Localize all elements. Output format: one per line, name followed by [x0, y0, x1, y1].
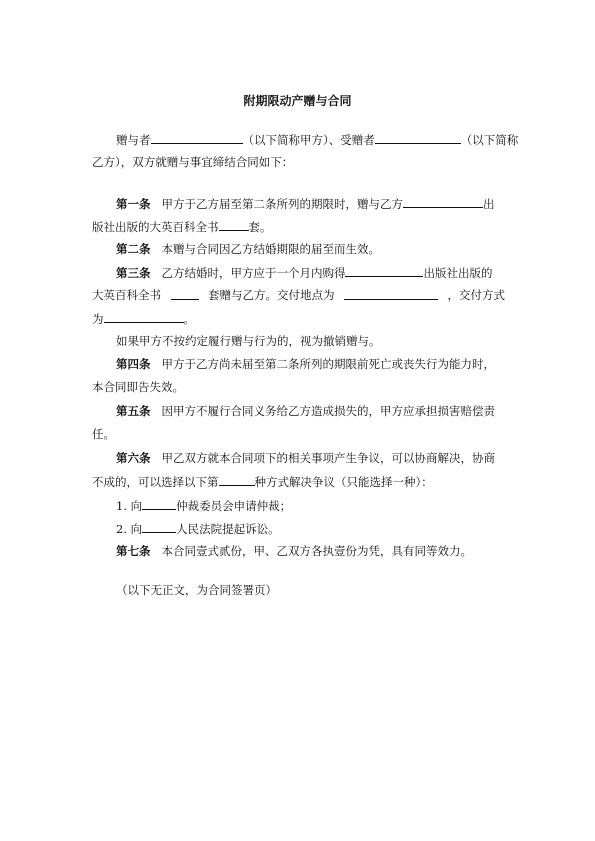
option-1-text: 仲裁委员会申请仲裁； — [176, 499, 292, 513]
donor-label: 赠与者 — [116, 133, 151, 147]
article-3-label: 第三条 — [116, 266, 151, 280]
article-4-label: 第四条 — [116, 357, 151, 371]
article-6-option-2 — [116, 520, 505, 537]
article-4-line-2: 本合同即告失效。 — [92, 380, 184, 394]
article-3-text-d: 套赠与乙方。交付地点为 — [208, 288, 335, 302]
donor-alias-text: （以下简称甲方）、受赠者 — [242, 133, 375, 147]
dispute-option-blank[interactable] — [219, 473, 255, 486]
article-3-text-c: 大英百科全书 — [92, 288, 161, 302]
article-1-text-d: 套。 — [248, 220, 272, 234]
footer-note: （以下无正文，为合同签署页） — [116, 583, 277, 597]
option-2-prefix: 2. 向 — [116, 522, 143, 536]
article-6-text-c: 种方式解决争议（只能选择一种）： — [254, 475, 433, 489]
preamble-line-1 — [116, 131, 519, 148]
article-5-line-1 — [116, 403, 505, 419]
revoke-clause: 如果甲方不按约定履行赠与行为的，视为撤销赠与。 — [116, 334, 381, 348]
donee-blank[interactable] — [375, 131, 461, 144]
publisher-blank-1[interactable] — [403, 195, 483, 208]
article-5-line-2: 任。 — [92, 427, 115, 441]
article-3-text-b: 出版社出版的 — [423, 266, 493, 280]
article-1-label: 第一条 — [116, 197, 151, 211]
article-4-line-1 — [116, 356, 505, 372]
article-6-text: 甲乙双方就本合同项下的相关事项产生争议，可以协商解决，协商 — [161, 451, 495, 465]
article-3-text-g: 。 — [183, 312, 195, 326]
donor-blank[interactable] — [151, 131, 243, 144]
delivery-place-blank[interactable] — [344, 287, 438, 300]
article-2-label: 第二条 — [116, 242, 151, 256]
article-5-text: 因甲方不履行合同义务给乙方造成损失的，甲方应承担损害赔偿责 — [161, 404, 495, 418]
article-6-line-1 — [116, 450, 505, 466]
contract-title: 附期限动产赠与合同 — [243, 94, 352, 108]
article-2-line — [116, 241, 505, 257]
publisher-blank-2[interactable] — [345, 264, 423, 277]
article-3-line-3 — [92, 310, 505, 327]
article-3-text-f: 为 — [92, 312, 104, 326]
article-7-label: 第七条 — [116, 544, 151, 558]
article-5-label: 第五条 — [116, 404, 151, 418]
article-3-line-2 — [92, 287, 505, 303]
arbitration-commission-blank[interactable] — [142, 497, 176, 510]
article-3-text: 乙方结婚时，甲方应于一个月内购得 — [161, 266, 346, 280]
article-6-text-b: 不成的，可以选择以下第 — [92, 475, 219, 489]
option-1-prefix: 1. 向 — [116, 499, 143, 513]
preamble-line-2: 乙方），双方就赠与事宜缔结合同如下： — [92, 155, 294, 169]
article-7-text: 本合同壹式贰份，甲、乙双方各执壹份为凭，具有同等效力。 — [161, 544, 472, 558]
article-6-label: 第六条 — [116, 451, 151, 465]
article-1-text: 甲方于乙方届至第二条所列的期限时，赠与乙方 — [161, 197, 403, 211]
article-1-text-b: 出 — [482, 197, 495, 211]
set-count-blank-2[interactable] — [171, 287, 199, 300]
article-1-line-1 — [116, 195, 505, 212]
option-2-text: 人民法院提起诉讼。 — [176, 522, 280, 536]
article-1-text-c: 版社出版的大英百科全书 — [92, 220, 219, 234]
article-6-option-1 — [116, 497, 505, 514]
article-1-line-2 — [92, 218, 505, 235]
article-2-text: 本赠与合同因乙方结婚期限的届至而生效。 — [161, 242, 380, 256]
article-4-text: 甲方于乙方尚未届至第二条所列的期限前死亡或丧失行为能力时， — [161, 357, 495, 371]
set-count-blank-1[interactable] — [219, 218, 249, 231]
delivery-method-blank[interactable] — [104, 310, 184, 323]
article-6-line-2 — [92, 473, 505, 490]
donee-alias-text: （以下简称 — [460, 133, 519, 147]
article-3-text-e: ，交付方式 — [447, 288, 505, 302]
article-7-line — [116, 543, 505, 559]
article-3-line-1 — [116, 264, 505, 281]
court-blank[interactable] — [142, 520, 176, 533]
